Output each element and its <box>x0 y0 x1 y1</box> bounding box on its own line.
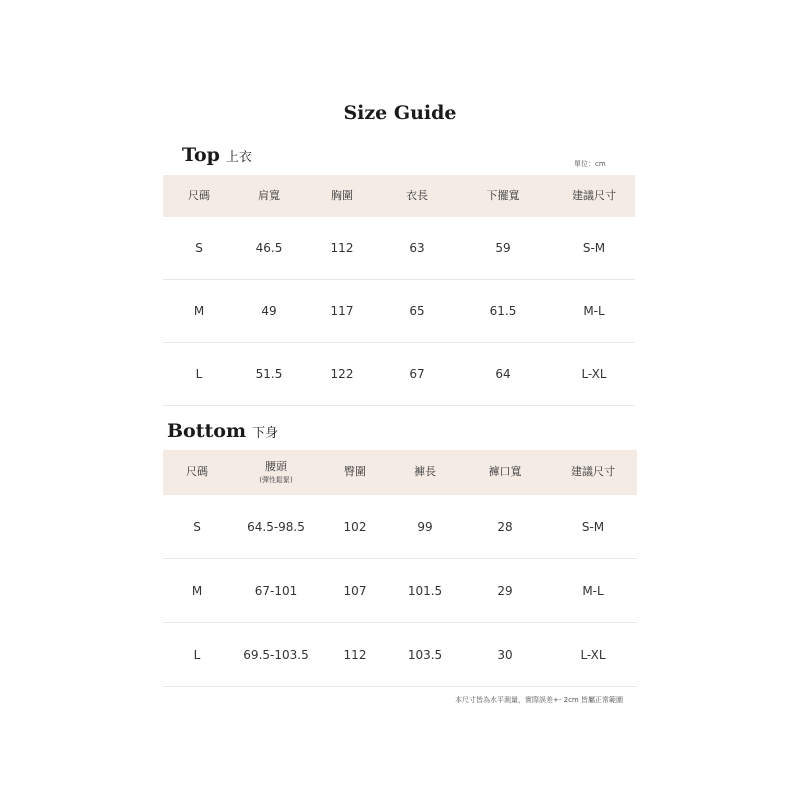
measurement-footnote: 本尺寸皆為水平測量，實際誤差+- 2cm 皆屬正常範圍 <box>455 696 623 704</box>
table-cell: L-XL <box>553 343 635 406</box>
table-cell: 49 <box>235 280 303 343</box>
table-cell: 65 <box>381 280 453 343</box>
table-cell: 61.5 <box>453 280 553 343</box>
table-cell: 112 <box>321 623 389 687</box>
table-row <box>163 559 637 623</box>
table-cell: M-L <box>549 559 637 623</box>
table-row <box>163 217 635 280</box>
table-cell: S <box>163 217 235 280</box>
table-cell: M-L <box>553 280 635 343</box>
table-cell: 59 <box>453 217 553 280</box>
table-header-row <box>163 450 637 495</box>
table-cell: L <box>163 623 231 687</box>
table-cell: 64.5-98.5 <box>231 495 321 559</box>
table-cell: 103.5 <box>389 623 461 687</box>
header-hip: 臀圍 <box>321 450 389 495</box>
header-length: 衣長 <box>381 175 453 217</box>
header-hem: 下擺寬 <box>453 175 553 217</box>
header-chest: 胸圍 <box>303 175 381 217</box>
table-cell: 99 <box>389 495 461 559</box>
table-row <box>163 495 637 559</box>
table-cell: L <box>163 343 235 406</box>
bottom-section-heading <box>167 420 278 442</box>
header-recommended: 建議尺寸 <box>553 175 635 217</box>
table-row <box>163 280 635 343</box>
header-waist <box>231 450 321 495</box>
table-cell: 67 <box>381 343 453 406</box>
table-cell: 63 <box>381 217 453 280</box>
table-cell: S-M <box>553 217 635 280</box>
table-cell: 28 <box>461 495 549 559</box>
table-cell: 69.5-103.5 <box>231 623 321 687</box>
unit-note: 單位：cm <box>574 160 606 168</box>
table-cell: L-XL <box>549 623 637 687</box>
table-cell: 30 <box>461 623 549 687</box>
bottom-heading-zh: 下身 <box>252 426 279 441</box>
table-row <box>163 623 637 687</box>
table-cell: 29 <box>461 559 549 623</box>
table-cell: 122 <box>303 343 381 406</box>
table-cell: 102 <box>321 495 389 559</box>
table-cell: 51.5 <box>235 343 303 406</box>
header-waist-label: 腰頭 <box>265 459 287 473</box>
table-cell: 64 <box>453 343 553 406</box>
table-cell: S-M <box>549 495 637 559</box>
table-cell: 107 <box>321 559 389 623</box>
table-cell: 112 <box>303 217 381 280</box>
header-waist-sub: (彈性鬆緊) <box>259 476 293 485</box>
header-leg-opening: 褲口寬 <box>461 450 549 495</box>
header-size: 尺碼 <box>163 450 231 495</box>
table-row <box>163 343 635 406</box>
table-cell: 117 <box>303 280 381 343</box>
top-heading-en: Top <box>182 144 220 166</box>
header-recommended: 建議尺寸 <box>549 450 637 495</box>
table-cell: 46.5 <box>235 217 303 280</box>
page-title: Size Guide <box>343 102 457 124</box>
bottom-heading-en: Bottom <box>167 420 247 442</box>
header-shoulder: 肩寬 <box>235 175 303 217</box>
table-header-row <box>163 175 635 217</box>
bottom-size-table <box>163 450 637 687</box>
table-cell: 67-101 <box>231 559 321 623</box>
header-pants-length: 褲長 <box>389 450 461 495</box>
header-size: 尺碼 <box>163 175 235 217</box>
top-section-heading <box>182 144 252 166</box>
table-cell: M <box>163 559 231 623</box>
table-cell: S <box>163 495 231 559</box>
table-cell: 101.5 <box>389 559 461 623</box>
table-cell: M <box>163 280 235 343</box>
top-size-table <box>163 175 635 406</box>
top-heading-zh: 上衣 <box>225 150 252 165</box>
